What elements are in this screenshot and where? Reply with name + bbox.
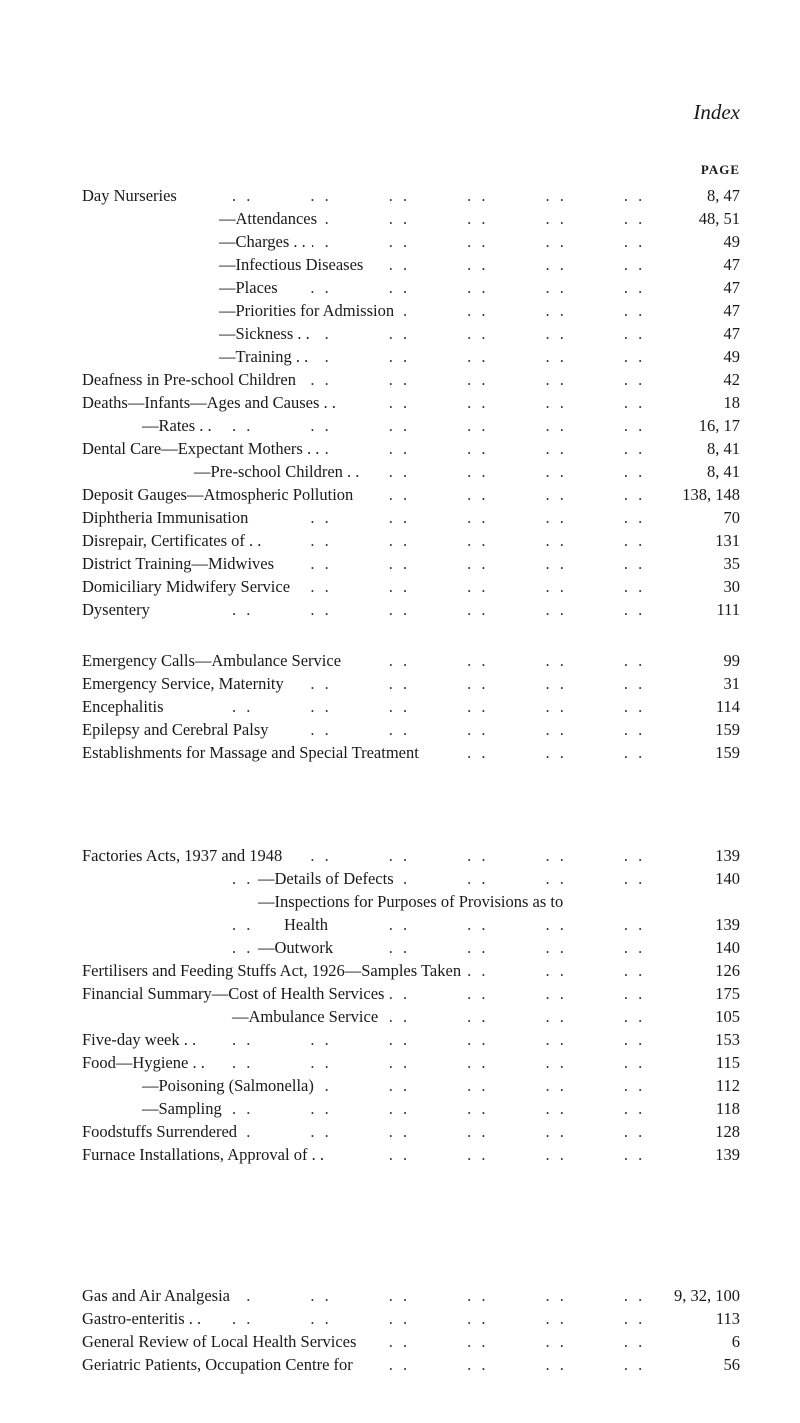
entry-page-number: 49 xyxy=(716,345,741,368)
index-entry xyxy=(82,391,740,414)
entry-page-number: 113 xyxy=(708,1307,740,1330)
entry-page-number: 30 xyxy=(716,575,741,598)
entry-label: Emergency Calls—Ambulance Service xyxy=(82,649,347,672)
entry-label: Gas and Air Analgesia xyxy=(82,1284,236,1307)
leader-dots xyxy=(232,184,700,207)
index-entry xyxy=(82,890,740,913)
index-entry xyxy=(82,184,740,207)
leader-dots xyxy=(232,276,700,299)
index-section-g xyxy=(82,1284,740,1376)
leader-dots xyxy=(232,414,700,437)
entry-page-number: 8, 41 xyxy=(699,437,740,460)
entry-page-number: 16, 17 xyxy=(691,414,740,437)
entry-label: Five-day week . . xyxy=(82,1028,202,1051)
entry-label: Furnace Installations, Approval of . . xyxy=(82,1143,330,1166)
entry-page-number: 9, 32, 100 xyxy=(666,1284,740,1307)
index-entry xyxy=(82,936,740,959)
entry-label: Dysentery xyxy=(82,598,156,621)
index-entry xyxy=(82,649,740,672)
index-title: Index xyxy=(693,100,740,124)
entry-label: —Rates . . xyxy=(142,414,218,437)
entry-page-number: 128 xyxy=(707,1120,740,1143)
entry-label: —Sampling xyxy=(142,1097,228,1120)
leader-dots xyxy=(232,1307,700,1330)
entry-page-number: 159 xyxy=(707,741,740,764)
leader-dots xyxy=(232,718,700,741)
entry-label: —Training . . xyxy=(219,345,314,368)
entry-page-number: 159 xyxy=(707,718,740,741)
entry-label: Geriatric Patients, Occupation Centre for xyxy=(82,1353,359,1376)
index-entry xyxy=(82,253,740,276)
index-entry xyxy=(82,959,740,982)
index-entry xyxy=(82,1143,740,1166)
index-entry xyxy=(82,230,740,253)
index-entry xyxy=(82,1307,740,1330)
entry-label: —Pre-school Children . . xyxy=(194,460,365,483)
entry-label: Factories Acts, 1937 and 1948 xyxy=(82,844,288,867)
entry-label: —Outwork xyxy=(258,936,339,959)
leader-dots xyxy=(232,575,700,598)
entry-label: —Details of Defects xyxy=(258,867,400,890)
entry-page-number: 139 xyxy=(707,913,740,936)
index-entry xyxy=(82,368,740,391)
page-column-label: PAGE xyxy=(700,162,740,177)
entry-page-number: 49 xyxy=(716,230,741,253)
entry-label: Day Nurseries xyxy=(82,184,183,207)
leader-dots xyxy=(232,598,700,621)
leader-dots xyxy=(232,672,700,695)
index-entry xyxy=(82,867,740,890)
index-entry xyxy=(82,982,740,1005)
index-entry xyxy=(82,483,740,506)
entry-page-number: 175 xyxy=(707,982,740,1005)
index-entry xyxy=(82,1028,740,1051)
index-entry xyxy=(82,718,740,741)
entry-label: —Places xyxy=(219,276,284,299)
entry-label: District Training—Midwives xyxy=(82,552,280,575)
leader-dots xyxy=(232,529,700,552)
entry-page-number: 139 xyxy=(707,1143,740,1166)
index-entry xyxy=(82,1097,740,1120)
index-entry xyxy=(82,506,740,529)
index-entry xyxy=(82,207,740,230)
index-entry xyxy=(82,672,740,695)
index-entry xyxy=(82,529,740,552)
index-section-e xyxy=(82,649,740,764)
entry-label: —Priorities for Admission xyxy=(219,299,400,322)
entry-label: Deafness in Pre-school Children xyxy=(82,368,302,391)
entry-label: Foodstuffs Surrendered xyxy=(82,1120,243,1143)
entry-page-number: 138, 148 xyxy=(674,483,740,506)
index-entry xyxy=(82,1120,740,1143)
entry-label: Encephalitis xyxy=(82,695,170,718)
entry-label: —Infectious Diseases xyxy=(219,253,369,276)
entry-page-number: 115 xyxy=(708,1051,740,1074)
index-entry xyxy=(82,1330,740,1353)
entry-label: Health xyxy=(284,913,334,936)
entry-label: Epilepsy and Cerebral Palsy xyxy=(82,718,275,741)
leader-dots xyxy=(232,1120,700,1143)
entry-page-number: 111 xyxy=(708,598,740,621)
entry-label: Deaths—Infants—Ages and Causes . . xyxy=(82,391,342,414)
leader-dots xyxy=(232,1284,700,1307)
entry-label: Domiciliary Midwifery Service xyxy=(82,575,296,598)
index-entry xyxy=(82,913,740,936)
entry-label: Deposit Gauges—Atmospheric Pollution xyxy=(82,483,359,506)
entry-page-number: 48, 51 xyxy=(691,207,740,230)
entry-page-number: 114 xyxy=(708,695,740,718)
entry-page-number: 70 xyxy=(716,506,741,529)
entry-page-number: 112 xyxy=(708,1074,740,1097)
index-entry xyxy=(82,552,740,575)
leader-dots xyxy=(232,1051,700,1074)
index-entry xyxy=(82,276,740,299)
entry-page-number: 131 xyxy=(707,529,740,552)
entry-label: General Review of Local Health Services xyxy=(82,1330,362,1353)
entry-page-number: 18 xyxy=(716,391,741,414)
entry-label: Diphtheria Immunisation xyxy=(82,506,254,529)
index-entry xyxy=(82,345,740,368)
entry-page-number: 47 xyxy=(716,322,741,345)
index-entry xyxy=(82,844,740,867)
leader-dots xyxy=(232,1028,700,1051)
entry-page-number: 118 xyxy=(708,1097,740,1120)
leader-dots xyxy=(232,552,700,575)
entry-page-number: 99 xyxy=(716,649,741,672)
entry-page-number: 140 xyxy=(707,867,740,890)
index-entry xyxy=(82,598,740,621)
index-entry xyxy=(82,741,740,764)
entry-label: Dental Care—Expectant Mothers . . xyxy=(82,437,325,460)
entry-page-number: 56 xyxy=(716,1353,741,1376)
entry-label: —Poisoning (Salmonella) xyxy=(142,1074,320,1097)
index-entry xyxy=(82,437,740,460)
entry-page-number: 47 xyxy=(716,276,741,299)
entry-page-number: 8, 41 xyxy=(699,460,740,483)
entry-page-number: 6 xyxy=(724,1330,740,1353)
entry-page-number: 35 xyxy=(716,552,741,575)
leader-dots xyxy=(232,844,700,867)
entry-label: —Ambulance Service xyxy=(232,1005,384,1028)
entry-label: Gastro-enteritis . . xyxy=(82,1307,207,1330)
entry-page-number: 140 xyxy=(707,936,740,959)
index-entry xyxy=(82,1051,740,1074)
entry-page-number: 153 xyxy=(707,1028,740,1051)
entry-page-number: 126 xyxy=(707,959,740,982)
entry-label: —Attendances xyxy=(219,207,323,230)
index-entry xyxy=(82,695,740,718)
entry-page-number: 47 xyxy=(716,299,741,322)
index-entry xyxy=(82,1074,740,1097)
index-entry xyxy=(82,1005,740,1028)
entry-label: Disrepair, Certificates of . . xyxy=(82,529,267,552)
index-section-f xyxy=(82,844,740,1166)
leader-dots xyxy=(232,506,700,529)
entry-page-number: 31 xyxy=(716,672,741,695)
leader-dots xyxy=(232,695,700,718)
entry-label: Fertilisers and Feeding Stuffs Act, 1926—Samples Taken xyxy=(82,959,467,982)
entry-page-number: 105 xyxy=(707,1005,740,1028)
entry-label: Food—Hygiene . . xyxy=(82,1051,211,1074)
entry-label: Emergency Service, Maternity xyxy=(82,672,290,695)
index-entry xyxy=(82,1353,740,1376)
entry-label: Financial Summary—Cost of Health Services xyxy=(82,982,390,1005)
leader-dots xyxy=(232,1097,700,1120)
leader-dots xyxy=(232,368,700,391)
entry-page-number: 139 xyxy=(707,844,740,867)
index-entry xyxy=(82,322,740,345)
entry-page-number: 8, 47 xyxy=(699,184,740,207)
index-entry xyxy=(82,460,740,483)
index-entry xyxy=(82,299,740,322)
index-section-d xyxy=(82,184,740,621)
entry-label: —Sickness . . xyxy=(219,322,316,345)
entry-label: —Inspections for Purposes of Provisions as to xyxy=(258,890,569,913)
index-entry xyxy=(82,414,740,437)
entry-page-number: 42 xyxy=(716,368,741,391)
entry-page-number: 47 xyxy=(716,253,741,276)
entry-label: Establishments for Massage and Special Treatment xyxy=(82,741,425,764)
index-entry xyxy=(82,575,740,598)
entry-label: —Charges . . xyxy=(219,230,312,253)
index-entry xyxy=(82,1284,740,1307)
